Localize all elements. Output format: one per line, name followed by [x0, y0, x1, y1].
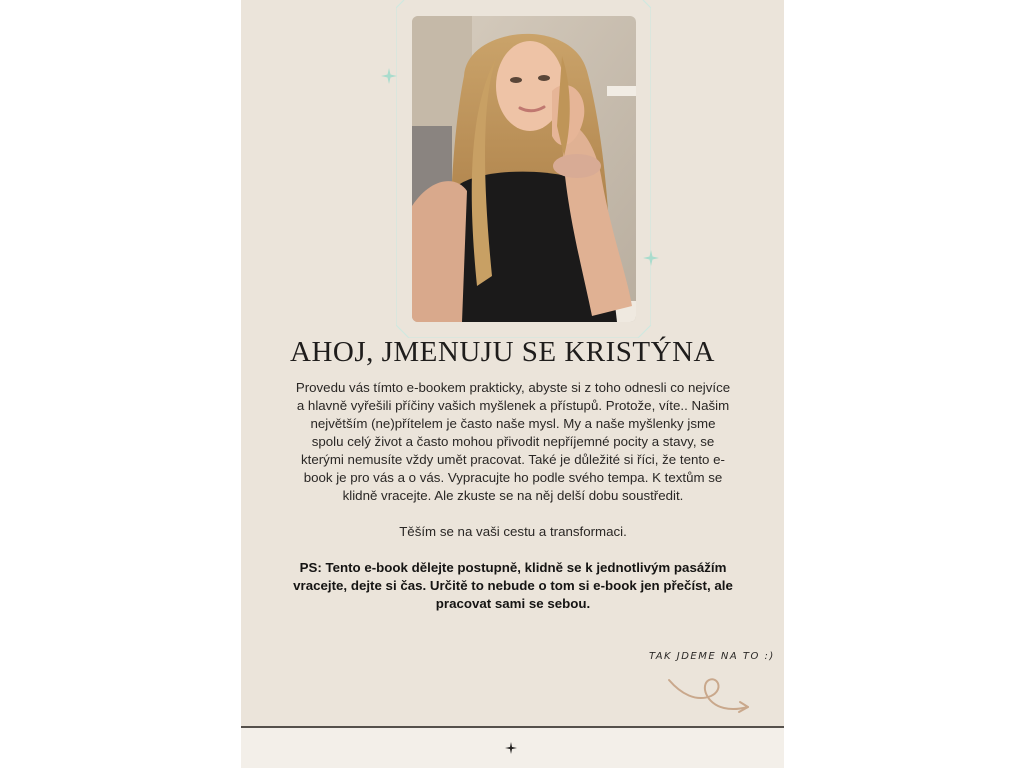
body-text: [293, 379, 733, 613]
portrait-photo: [412, 16, 636, 322]
cta-text: TAK JDEME NA TO :): [649, 651, 775, 662]
ebook-page: [241, 0, 784, 768]
intro-paragraph: Provedu vás tímto e-bookem prakticky, abyste si z toho odnesli co nejvíce a hlavně vyřešili příčiny vašich myšlenek a přístupů. Protože, víte.. Našim největším (ne)přítelem je často naše mysl. My a naše myšlenky jsme spolu celý život a často mohou přivodit nepříjemné pocity a stavy, se kterými nemusíte vždy umět pracovat. Také je důležité si říci, že tento e-book je pro vás a o vás. Vypracujte ho podle svého tempa. K textům se klidně vracejte. Ale zkuste se na něj delší dobu soustředit.: [295, 380, 731, 503]
ps-paragraph: PS: Tento e-book dělejte postupně, klidně se k jednotlivým pasážím vracejte, dejte si čas. Určitě to nebude o tom si e-book jen přečíst, ale pracovat sami se sebou.: [293, 560, 733, 611]
star-icon: [505, 742, 517, 754]
looking-forward-paragraph: Těším se na vaši cestu a transformaci.: [399, 524, 627, 539]
sparkle-icon: [643, 250, 659, 266]
curly-arrow-icon: [666, 672, 752, 714]
page-footer: [241, 728, 784, 768]
sparkle-icon: [381, 68, 397, 84]
photo-frame: [396, 0, 651, 338]
page-title: AHOJ, JMENUJU SE KRISTÝNA: [290, 336, 715, 368]
